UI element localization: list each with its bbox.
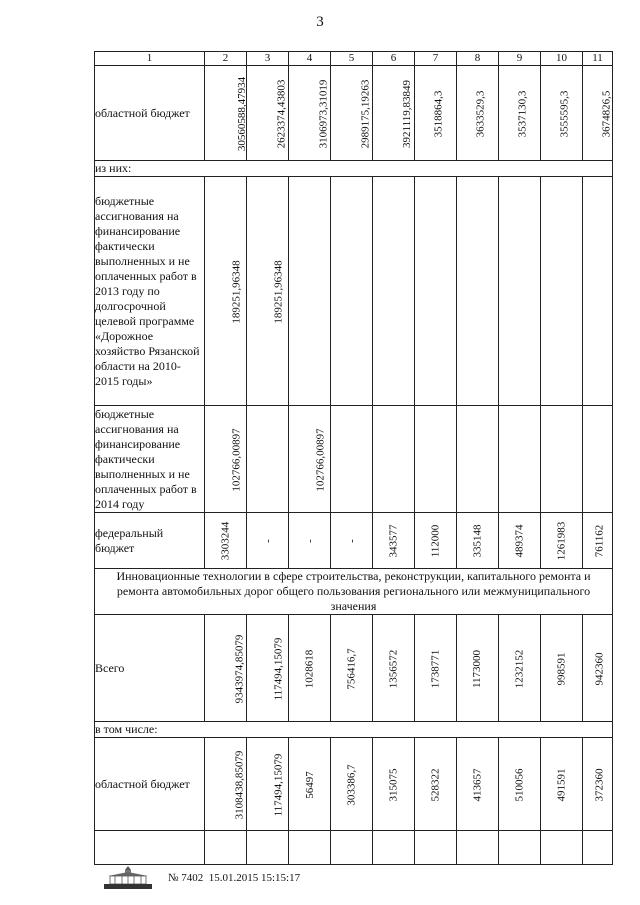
table-row bbox=[95, 406, 613, 513]
value-cell bbox=[247, 738, 289, 831]
value-cell bbox=[457, 738, 499, 831]
cell-value: 528322 bbox=[429, 768, 442, 801]
value-cell bbox=[415, 615, 457, 722]
value-cell bbox=[583, 831, 613, 865]
value-cell bbox=[289, 66, 331, 161]
column-header: 7 bbox=[415, 52, 457, 66]
value-cell bbox=[373, 66, 415, 161]
value-cell bbox=[499, 66, 541, 161]
cell-value: 413657 bbox=[471, 768, 484, 801]
cell-value: 343577 bbox=[387, 524, 400, 558]
value-cell bbox=[415, 831, 457, 865]
value-cell bbox=[247, 406, 289, 513]
value-cell bbox=[541, 513, 583, 569]
value-cell bbox=[331, 831, 373, 865]
cell-value: 117494,15079 bbox=[272, 637, 285, 700]
value-cell bbox=[457, 406, 499, 513]
cell-value: 30560588,47934 bbox=[236, 76, 249, 151]
value-cell bbox=[541, 406, 583, 513]
value-cell bbox=[415, 177, 457, 406]
value-cell bbox=[289, 513, 331, 569]
stamp-number: № 7402 bbox=[168, 872, 204, 884]
value-cell bbox=[205, 738, 247, 831]
value-cell bbox=[373, 738, 415, 831]
cell-value: - bbox=[261, 539, 274, 543]
cell-value: 3555595,3 bbox=[558, 90, 571, 137]
value-cell bbox=[205, 513, 247, 569]
cell-value: 3518864,3 bbox=[432, 90, 445, 137]
table-row bbox=[95, 831, 613, 865]
value-cell bbox=[373, 513, 415, 569]
value-cell bbox=[541, 615, 583, 722]
cell-value: 189251,96348 bbox=[272, 259, 285, 324]
value-cell bbox=[331, 177, 373, 406]
cell-value: 3106973,31019 bbox=[317, 79, 330, 148]
value-cell bbox=[499, 406, 541, 513]
table-row bbox=[95, 513, 613, 569]
value-cell bbox=[583, 406, 613, 513]
cell-value: 117494,15079 bbox=[272, 753, 285, 816]
table-row bbox=[95, 738, 613, 831]
cell-value: 3921119,83849 bbox=[400, 79, 413, 148]
cell-value: 2623374,43803 bbox=[275, 79, 288, 148]
value-cell bbox=[541, 738, 583, 831]
value-cell bbox=[331, 513, 373, 569]
value-cell bbox=[247, 513, 289, 569]
table-row bbox=[95, 161, 613, 177]
cell-value: 315075 bbox=[387, 768, 400, 801]
value-cell bbox=[583, 66, 613, 161]
table-row bbox=[95, 177, 613, 406]
value-cell bbox=[415, 738, 457, 831]
cell-value: 303386,7 bbox=[345, 763, 358, 806]
value-cell bbox=[331, 738, 373, 831]
value-cell bbox=[499, 615, 541, 722]
value-cell bbox=[583, 615, 613, 722]
cell-value: 2989175,19263 bbox=[359, 79, 372, 148]
value-cell bbox=[205, 831, 247, 865]
column-header: 10 bbox=[541, 52, 583, 66]
cell-value: 3537130,3 bbox=[516, 90, 529, 137]
value-cell bbox=[331, 66, 373, 161]
row-label: областной бюджет bbox=[95, 738, 205, 831]
row-label: Всего bbox=[95, 615, 205, 722]
value-cell bbox=[289, 177, 331, 406]
column-header: 11 bbox=[583, 52, 613, 66]
value-cell bbox=[247, 615, 289, 722]
value-cell bbox=[289, 615, 331, 722]
cell-value: 9343974,85079 bbox=[233, 634, 246, 703]
column-header: 3 bbox=[247, 52, 289, 66]
row-label: бюджетные ассигнования на финансирование фактически выполненных и не оплаченных работ в 2014 году bbox=[95, 406, 205, 513]
value-cell bbox=[373, 406, 415, 513]
cell-value: - bbox=[303, 539, 316, 543]
cell-value: 1261983 bbox=[555, 521, 568, 561]
value-cell bbox=[499, 513, 541, 569]
column-header: 8 bbox=[457, 52, 499, 66]
section-row bbox=[95, 569, 613, 615]
cell-value: 1028618 bbox=[303, 649, 316, 688]
row-label bbox=[95, 831, 205, 865]
cell-value: 998591 bbox=[555, 652, 568, 685]
government-building-logo bbox=[100, 864, 156, 890]
header-row bbox=[95, 52, 613, 66]
cell-value: 489374 bbox=[513, 524, 526, 558]
value-cell bbox=[205, 615, 247, 722]
cell-value: 1173000 bbox=[471, 649, 484, 688]
cell-value: 102766,00897 bbox=[314, 427, 327, 492]
column-header: 4 bbox=[289, 52, 331, 66]
cell-value: - bbox=[345, 539, 358, 543]
value-cell bbox=[247, 66, 289, 161]
cell-value: 3303244 bbox=[219, 521, 232, 561]
cell-value: 1738771 bbox=[429, 649, 442, 688]
value-cell bbox=[247, 831, 289, 865]
cell-value: 189251,96348 bbox=[230, 259, 243, 324]
row-label: федеральный бюджет bbox=[95, 513, 205, 569]
row-label: из них: bbox=[95, 161, 613, 177]
cell-value: 335148 bbox=[471, 524, 484, 558]
cell-value: 372360 bbox=[593, 768, 606, 801]
value-cell bbox=[541, 66, 583, 161]
document-footer bbox=[100, 864, 420, 892]
cell-value: 1232152 bbox=[513, 649, 526, 688]
value-cell bbox=[373, 177, 415, 406]
cell-value: 756416,7 bbox=[345, 647, 358, 690]
column-header: 2 bbox=[205, 52, 247, 66]
row-label: в том числе: bbox=[95, 722, 613, 738]
value-cell bbox=[499, 738, 541, 831]
value-cell bbox=[457, 831, 499, 865]
value-cell bbox=[331, 406, 373, 513]
cell-value: 761162 bbox=[593, 524, 606, 558]
value-cell bbox=[331, 615, 373, 722]
section-title: Инновационные технологии в сфере строительства, реконструкции, капитального ремонта и ремонта автомобильных дорог общего пользования регионального или межмуниципального значения bbox=[95, 569, 613, 615]
value-cell bbox=[289, 831, 331, 865]
value-cell bbox=[457, 177, 499, 406]
value-cell bbox=[289, 406, 331, 513]
value-cell bbox=[541, 177, 583, 406]
cell-value: 112000 bbox=[429, 524, 442, 558]
page-number: 3 bbox=[316, 14, 324, 30]
value-cell bbox=[583, 513, 613, 569]
cell-value: 510056 bbox=[513, 768, 526, 801]
value-cell bbox=[499, 177, 541, 406]
value-cell bbox=[583, 738, 613, 831]
cell-value: 1356572 bbox=[387, 649, 400, 688]
cell-value: 3633529,3 bbox=[474, 90, 487, 137]
value-cell bbox=[373, 831, 415, 865]
registration-stamp bbox=[168, 872, 300, 884]
value-cell bbox=[247, 177, 289, 406]
value-cell bbox=[541, 831, 583, 865]
value-cell bbox=[205, 406, 247, 513]
row-label: бюджетные ассигнования на финансирование фактически выполненных и не оплаченных работ в 2013 году по долгосрочной целевой программе «Дорожное хозяйство Рязанской области на 2010-2015 годы» bbox=[95, 177, 205, 406]
value-cell bbox=[457, 66, 499, 161]
value-cell bbox=[415, 66, 457, 161]
column-header: 1 bbox=[95, 52, 205, 66]
cell-value: 102766,00897 bbox=[230, 427, 243, 492]
value-cell bbox=[205, 177, 247, 406]
value-cell bbox=[415, 513, 457, 569]
cell-value: 491591 bbox=[555, 768, 568, 801]
budget-table bbox=[94, 51, 613, 865]
table-row bbox=[95, 722, 613, 738]
value-cell bbox=[457, 615, 499, 722]
column-header: 9 bbox=[499, 52, 541, 66]
cell-value: 3108438,85079 bbox=[233, 750, 246, 819]
value-cell bbox=[373, 615, 415, 722]
cell-value: 56497 bbox=[303, 770, 316, 799]
value-cell bbox=[415, 406, 457, 513]
value-cell bbox=[289, 738, 331, 831]
value-cell bbox=[457, 513, 499, 569]
table-row bbox=[95, 615, 613, 722]
value-cell bbox=[499, 831, 541, 865]
column-header: 6 bbox=[373, 52, 415, 66]
table-row bbox=[95, 66, 613, 161]
stamp-datetime: 15.01.2015 15:15:17 bbox=[208, 872, 301, 884]
column-header: 5 bbox=[331, 52, 373, 66]
row-label: областной бюджет bbox=[95, 66, 205, 161]
value-cell bbox=[583, 177, 613, 406]
cell-value: 3674826,5 bbox=[600, 90, 613, 137]
cell-value: 942360 bbox=[593, 652, 606, 685]
value-cell bbox=[205, 66, 247, 161]
